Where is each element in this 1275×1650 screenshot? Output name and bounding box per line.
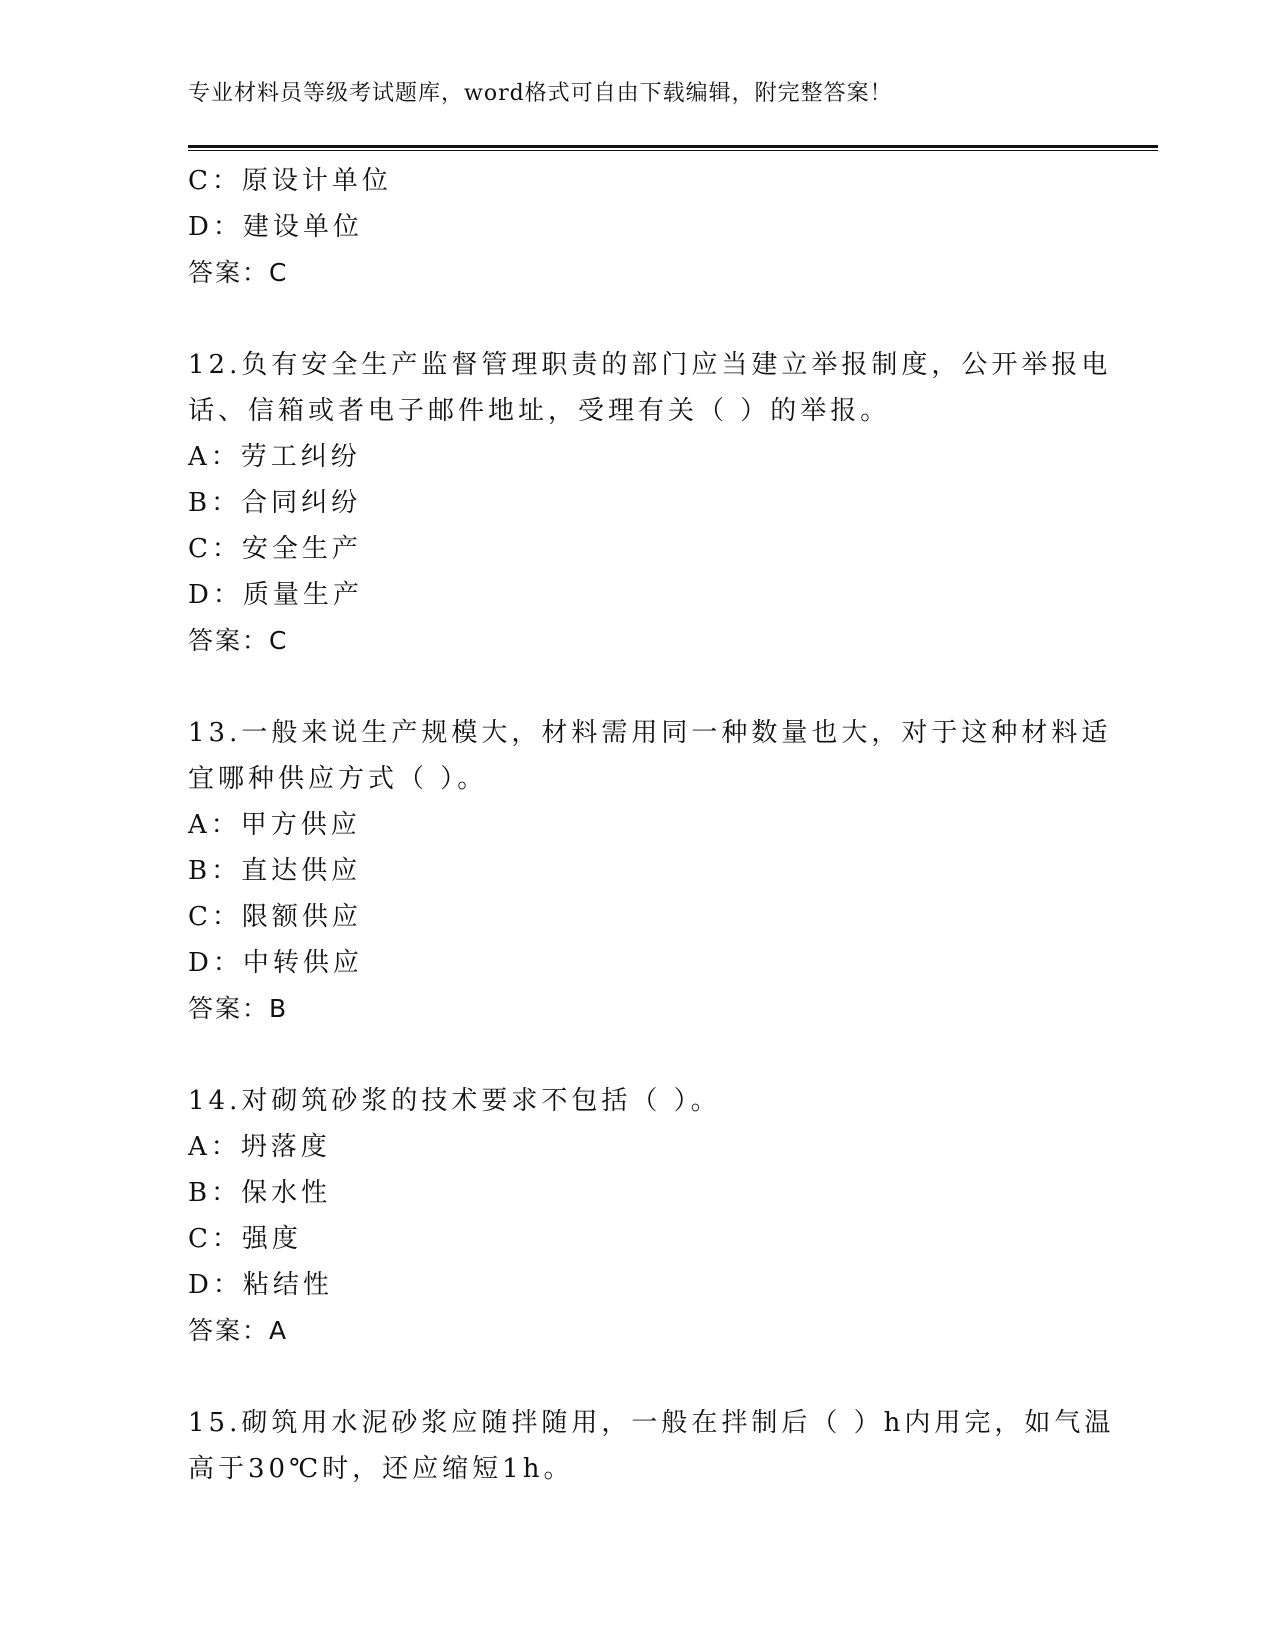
header-rule-thin (188, 150, 1158, 151)
answer-line: 答案：C (188, 626, 289, 655)
option-c: C：安全生产 (188, 534, 362, 564)
question-text-line-1: 12.负有安全生产监督管理职责的部门应当建立举报制度，公开举报电 (188, 350, 1112, 380)
page-header: 专业材料员等级考试题库，word格式可自由下载编辑，附完整答案！ (188, 81, 893, 106)
question-text-line-2: 高于30℃时，还应缩短1h。 (188, 1454, 574, 1484)
question-text-line-2: 话、信箱或者电子邮件地址，受理有关（ ）的举报。 (188, 396, 891, 426)
option-d: D：建设单位 (188, 212, 363, 242)
answer-line: 答案：A (188, 1316, 289, 1345)
question-15 (188, 1400, 1115, 1492)
question-14 (188, 1078, 1088, 1354)
question-text-line-1: 13.一般来说生产规模大，材料需用同一种数量也大，对于这种材料适 (188, 718, 1112, 748)
question-text-line-1: 15.砌筑用水泥砂浆应随拌随用，一般在拌制后（ ）h内用完，如气温 (188, 1408, 1115, 1438)
question-text-line-2: 宜哪种供应方式（ ）。 (188, 764, 488, 794)
option-b: B：直达供应 (188, 856, 362, 886)
option-a: A：劳工纠纷 (188, 442, 361, 472)
option-c: C：限额供应 (188, 902, 362, 932)
prev-question-block (188, 158, 1088, 296)
question-12 (188, 342, 1112, 664)
option-b: B：合同纠纷 (188, 488, 362, 518)
option-c: C：原设计单位 (188, 166, 392, 196)
question-text-line-1: 14.对砌筑砂浆的技术要求不包括（ ）。 (188, 1086, 721, 1116)
option-a: A：坍落度 (188, 1132, 331, 1162)
answer-line: 答案：C (188, 258, 289, 287)
option-a: A：甲方供应 (188, 810, 361, 840)
question-13 (188, 710, 1112, 1032)
option-d: D：中转供应 (188, 948, 363, 978)
option-d: D：粘结性 (188, 1270, 333, 1300)
answer-line: 答案：B (188, 994, 289, 1023)
header-rule-thick (188, 145, 1158, 148)
document-body (188, 158, 1115, 1492)
option-b: B：保水性 (188, 1178, 332, 1208)
option-d: D：质量生产 (188, 580, 363, 610)
option-c: C：强度 (188, 1224, 302, 1254)
